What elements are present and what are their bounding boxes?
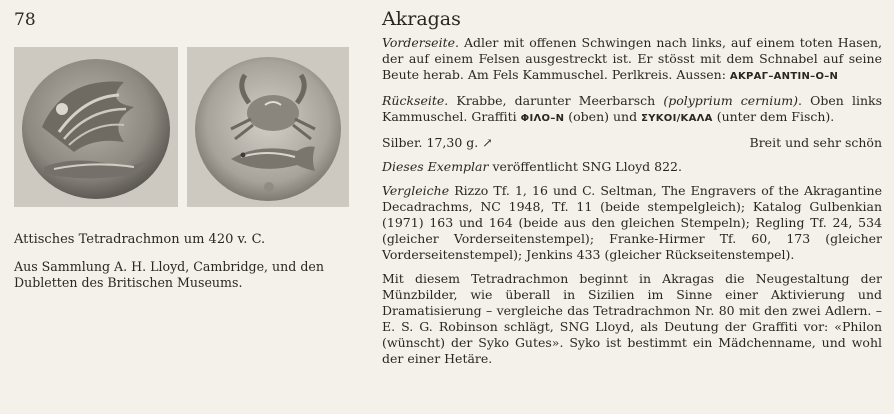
reverse-text-4: (unter dem Fisch). [712,109,835,124]
coin-caption-title: Attisches Tetradrachmon um 420 v. C. [14,232,266,247]
reverse-graffito-1: ΦΙΛΟ–Ν [520,113,565,124]
obverse-description [382,35,882,85]
obverse-legend: ΑΚΡΑΓ–ΑΝΤΙΝ–Ο–Ν [729,71,839,82]
metal-weight: Silber. 17,30 g. ↗ [382,135,493,150]
exemplar-text: veröffentlicht SNG Lloyd 822. [488,159,682,174]
coin-obverse-image [14,47,178,207]
entry-heading: Akragas [382,8,461,30]
reverse-description [382,93,882,127]
obverse-text: Adler mit offenen Schwingen nach links, auf einem toten Hasen, der auf einem Felsen ausgestreckt ist. Er stösst mit dem Schnabel auf seine Beute herab. Am Fels Kammuschel. Perlkreis. Aussen: [382,35,882,82]
exemplar-note [382,159,882,175]
compare-label: Vergleiche [382,183,450,198]
exemplar-label: Dieses Exemplar [382,159,489,174]
commentary: Mit diesem Tetradrachmon beginnt in Akragas die Neugestaltung der Münzbilder, wie überall in Sizilien im Sinne einer Aktivierung und Dramatisierung – vergleiche das Tetradrachmon Nr. 80 mit den zwei Adlern. – E. S. G. Robinson schlägt, SNG Lloyd, als Deutung der Graffiti vor: «Philon (wünscht) der Syko Gutes». Syko ist bestimmt ein Mädchenname, und wohl der einer Hetäre. [382,271,882,366]
coin-reverse-image [187,47,349,207]
compare-references [382,183,882,263]
reverse-label: Rückseite. [382,93,449,108]
reverse-text-3: (oben) und [564,109,642,124]
reverse-text-2: . Oben links Kammuschel. Graffiti [382,93,882,124]
catalog-entry [382,8,882,375]
compare-text: Rizzo Tf. 1, 16 und C. Seltman, The Engravers of the Akragantine Decadrachms, NC 1948, Tf. 11 (beide stempelgleich); Katalog Gulbenkian (1971) 163 und 164 (beide aus den gleichen Stempeln); Regling Tf. 24, 534 (gleicher Vorderseitenstempel); Franke-Hirmer Tf. 60, 173 (gleicher Vorderseitenstempel); Jenkins 433 (gleicher Rückseitenstempel). [382,183,882,262]
coin-provenance: Aus Sammlung A. H. Lloyd, Cambridge, und den Dubletten des Britischen Museums. [14,259,324,290]
reverse-text-1: Krabbe, darunter Meerbarsch [448,93,664,108]
page-number: 78 [14,10,36,30]
reverse-species: (polyprium cernium) [663,93,799,108]
metal-weight-row [382,135,882,151]
reverse-graffito-2: ΣΥΚΟΙ/ΚΑΛΑ [641,113,713,124]
obverse-label: Vorderseite. [382,35,459,50]
grade: Breit und sehr schön [749,135,882,150]
